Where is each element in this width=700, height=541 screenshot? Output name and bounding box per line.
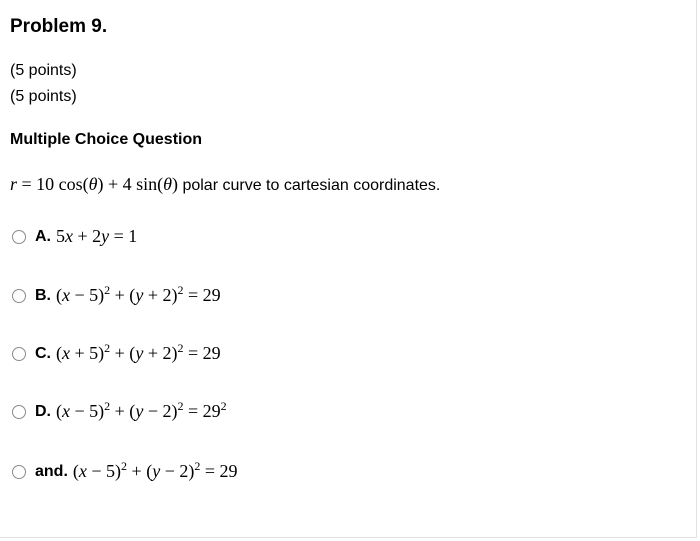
radio-button-e[interactable] (12, 465, 26, 479)
points-label: (5 points) (10, 88, 77, 105)
option-b[interactable] (12, 285, 221, 306)
question-text (10, 174, 440, 195)
option-e[interactable] (12, 461, 238, 482)
question-type-label: Multiple Choice Question (10, 131, 203, 148)
option-label: B. (35, 286, 51, 304)
option-label: and. (35, 462, 68, 480)
problem-title: Problem 9. (10, 16, 108, 37)
option-expression: $(x + 5)^2 + (y + 2)^2 = 29$ (56, 341, 221, 363)
option-expression: $(x - 5)^2 + (y - 2)^2 = 29^2$ (56, 399, 227, 421)
option-label: C. (35, 344, 51, 362)
question-tail: polar curve to cartesian coordinates. (182, 177, 441, 194)
option-label: A. (35, 227, 51, 245)
points-label: (5 points) (10, 62, 77, 79)
option-d[interactable] (12, 401, 227, 422)
radio-button-d[interactable] (12, 405, 26, 419)
option-expression: 5x + 2y = 1 (56, 226, 138, 246)
option-expression: $(x - 5)^2 + (y + 2)^2 = 29$ (56, 283, 221, 305)
option-a[interactable] (12, 226, 137, 247)
radio-button-a[interactable] (12, 230, 26, 244)
radio-button-b[interactable] (12, 289, 26, 303)
question-equation: r = 10 cos(θ) + 4 sin(θ) (10, 174, 178, 194)
option-label: D. (35, 402, 51, 420)
option-c[interactable] (12, 343, 221, 364)
radio-button-c[interactable] (12, 347, 26, 361)
option-expression: $(x - 5)^2 + (y - 2)^2 = 29$ (72, 459, 238, 481)
